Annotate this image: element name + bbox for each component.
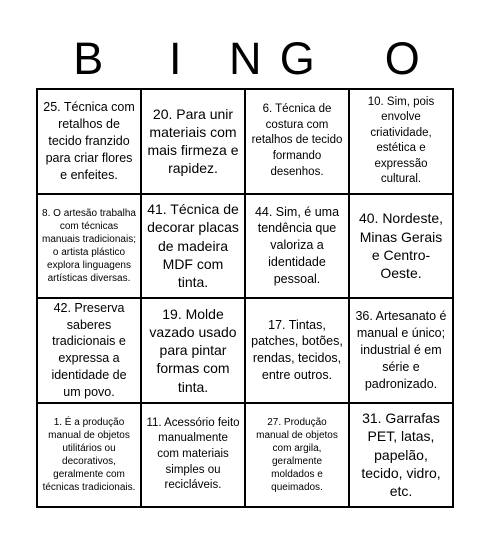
cell-text: 31. Garrafas PET, latas, papelão, tecido, vidro, etc. <box>361 410 441 500</box>
cell-text: 40. Nordeste, Minas Gerais e Centro-Oeste. <box>358 210 444 281</box>
bingo-cell[interactable] <box>37 403 141 508</box>
cell-text: 20. Para unir materiais com mais firmeza e rapidez. <box>147 105 239 177</box>
bingo-cell[interactable] <box>349 89 453 194</box>
bingo-cell[interactable] <box>245 194 349 299</box>
cell-text: 42. Preserva saberes tradicionais e expressa a identidade de um povo. <box>51 300 127 399</box>
header-letter-i: I <box>168 33 182 84</box>
bingo-cell[interactable] <box>245 89 349 194</box>
cell-text: 17. Tintas, patches, botões, rendas, tecidos, entre outros. <box>251 317 343 383</box>
cell-text: 36. Artesanato é manual e único; industrial é em série e padronizado. <box>355 309 447 391</box>
cell-text: 27. Produção manual de objetos com argila, geralmente moldados e queimados. <box>256 416 338 493</box>
bingo-cell[interactable] <box>349 298 453 403</box>
cell-text: 10. Sim, pois envolve criatividade, estética e expressão cultural. <box>367 95 435 186</box>
cell-text: 19. Molde vazado usado para pintar formas com tinta. <box>149 305 237 395</box>
bingo-grid <box>36 88 454 508</box>
header-letter-n: N <box>229 33 262 84</box>
bingo-cell[interactable] <box>37 89 141 194</box>
bingo-cell[interactable] <box>141 194 245 299</box>
header-letter-b: B <box>73 33 104 84</box>
bingo-cell[interactable] <box>245 298 349 403</box>
cell-text: 11. Acessório feito manualmente com materiais simples ou recicláveis. <box>146 416 240 492</box>
bingo-cell[interactable] <box>349 194 453 299</box>
bingo-cell[interactable] <box>141 89 245 194</box>
cell-text: 41. Técnica de decorar placas de madeira MDF com tinta. <box>147 201 239 291</box>
header-letter-o: O <box>384 33 420 84</box>
bingo-header <box>36 30 454 88</box>
cell-text: 1. É a produção manual de objetos utilitários ou decorativos, geralmente com técnicas tradicionais. <box>42 416 136 493</box>
header-letter-g: G <box>279 33 315 84</box>
bingo-cell[interactable] <box>37 194 141 299</box>
cell-text: 8. O artesão trabalha com técnicas manuais tradicionais; o artista plástico explora linguagens artísticas diversas. <box>42 207 136 284</box>
cell-text: 6. Técnica de costura com retalhos de tecido formando desenhos. <box>251 103 343 178</box>
bingo-cell[interactable] <box>141 403 245 508</box>
bingo-cell[interactable] <box>245 403 349 508</box>
bingo-cell[interactable] <box>37 298 141 403</box>
bingo-cell[interactable] <box>141 298 245 403</box>
bingo-cell[interactable] <box>349 403 453 508</box>
cell-text: 25. Técnica com retalhos de tecido franzido para criar flores e enfeites. <box>43 100 135 182</box>
cell-text: 44. Sim, é uma tendência que valoriza a identidade pessoal. <box>254 204 340 287</box>
